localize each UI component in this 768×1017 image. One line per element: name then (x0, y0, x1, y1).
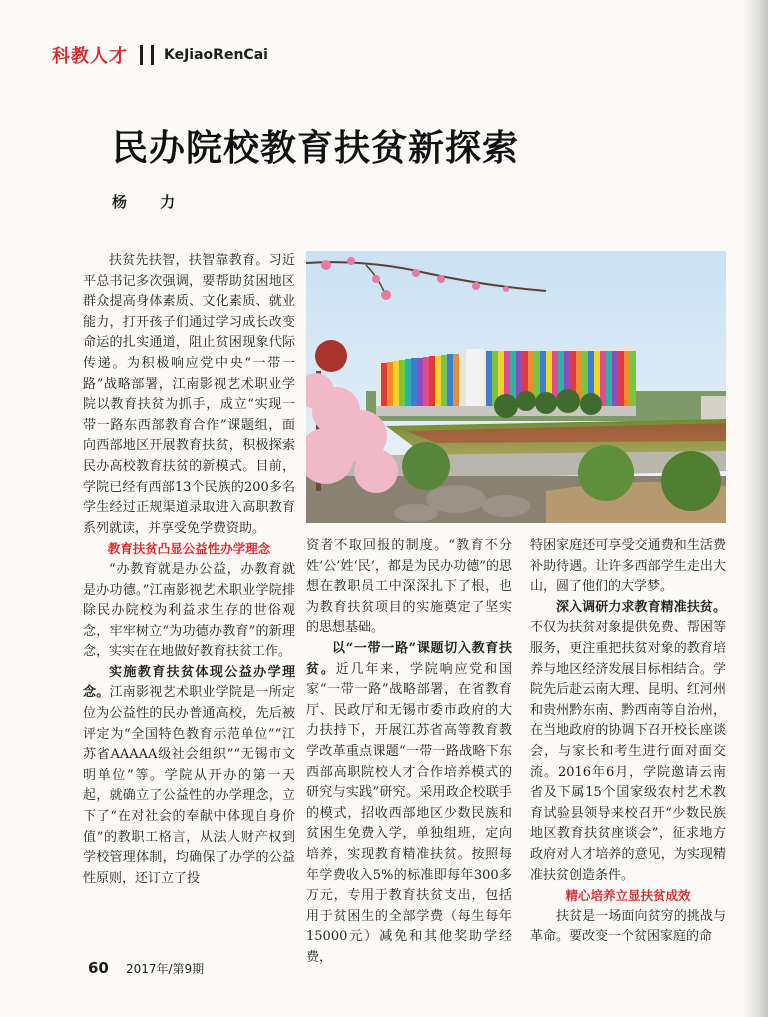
paragraph-body: 江南影视艺术职业学院是一所定位为公益性的民办普通高校，先后被评定为“全国特色教育示范单位”“江苏省AAAAA级社会组织”“无锡市文明单位”等。学院从开办的第一天起，就确立了公益性的办学理念，立下了“在对社会的奉献中体现自身价值”的教职工格言，从法人财产权到学校管理体制，均确保了办学的公益性原则，还订立了投 (83, 685, 295, 886)
article-author: 杨 力 (112, 193, 190, 211)
paragraph-body: 近几年来，学院响应党和国家“一带一路”战略部署，在省教育厅、民政厅和无锡市委市政府的大力扶持下，开展江苏省高等教育教学改革重点课题“一带一路战略下东西部高职院校人才合作培养模式的研究与实践”研究。采用政企校联手的模式，招收西部地区少数民族和贫困生免费入学，单独组班，定向培养，实现教育精准扶贫。按照每年学费收入5%的标准即每年300多万元，专用于教育扶贫支出，包括用于贫困生的全部学费（每生每年15000元）减免和其他奖助学经费， (306, 661, 512, 965)
page-footer (88, 958, 204, 977)
page-edge-shadow (742, 0, 768, 1017)
text-column-3 (530, 536, 726, 948)
paragraph-lead: 以“一带一路”课题切入教育扶贫。 (306, 640, 512, 677)
text-column-1 (83, 251, 295, 889)
page-number: 60 (88, 959, 109, 977)
section-header (52, 40, 268, 70)
paragraph-body: 不仅为扶贫对象提供免费、帮困等服务，更注重把扶贫对象的教育培养与地区经济发展目标相结合。学院先后赴云南大理、昆明、红河州和贵州黔东南、黔西南等自治州，在当地政府的协调下召开校长座谈会，与家长和考生进行面对面交流。2016年6月，学院邀请云南省及下属15个国家级农村艺术教育试验县领导来校召开“少数民族地区教育扶贫座谈会”，征求地方政府对人才培养的意见，为实现精准扶贫创造条件。 (530, 620, 726, 883)
text-column-2 (306, 536, 512, 968)
paragraph: 资者不取回报的制度。“教育不分姓‘公’姓‘民’，都是为民办功德”的思想在教职员工中深深扎下了根，也为教育扶贫项目的实施奠定了坚实的思想基础。 (306, 538, 512, 636)
paragraph (83, 663, 295, 890)
header-divider (140, 45, 143, 65)
paragraph-lead: 实施教育扶贫体现公益办学理念。 (83, 664, 295, 701)
subheading: 精心培养立显扶贫成效 (565, 888, 691, 904)
paragraph (306, 639, 512, 969)
paragraph (530, 598, 726, 886)
subheading: 教育扶贫凸显公益性办学理念 (107, 541, 271, 557)
paragraph: 扶贫先扶智，扶智靠教育。习近平总书记多次强调，要帮助贫困地区群众提高身体素质、文化素质、就业能力，打开孩子们通过学习成长改变命运的扎实通道，阻止贫困现象代际传递。为积极响应党中央“一带一路”战略部署，江南影视艺术职业学院以教育扶贫为抓手，成立“实现一带一路东西部教育合作”课题组，面向西部地区开展教育扶贫，积极探索民办高校教育扶贫的新模式。目前，学院已经有西部13个民族的200多名学生经过正规渠道录取进入高职教育系列就读，并享受免学费资助。 (83, 253, 295, 536)
paragraph: 特困家庭还可享受交通费和生活费补助待遇。让许多西部学生走出大山，圆了他们的大学梦。 (530, 538, 726, 595)
paragraph: 扶贫是一场面向贫穷的挑战与革命。要改变一个贫困家庭的命 (530, 908, 726, 945)
header-divider (151, 45, 154, 65)
section-name-cn: 科教人才 (52, 46, 128, 67)
campus-building-photo (306, 251, 726, 523)
article-title: 民办院校教育扶贫新探索 (112, 127, 520, 169)
section-name-en: KeJiaoRenCai (164, 47, 268, 63)
paragraph-lead: 深入调研力求教育精准扶贫。 (556, 599, 726, 615)
issue-label: 2017年/第9期 (125, 962, 205, 976)
paragraph: “办教育就是办公益，办教育就是办功德。”江南影视艺术职业学院排除民办院校为利益求生存的世俗观念，牢牢树立“为功德办教育”的新理念，实实在在地做好教育扶贫工作。 (83, 561, 295, 660)
